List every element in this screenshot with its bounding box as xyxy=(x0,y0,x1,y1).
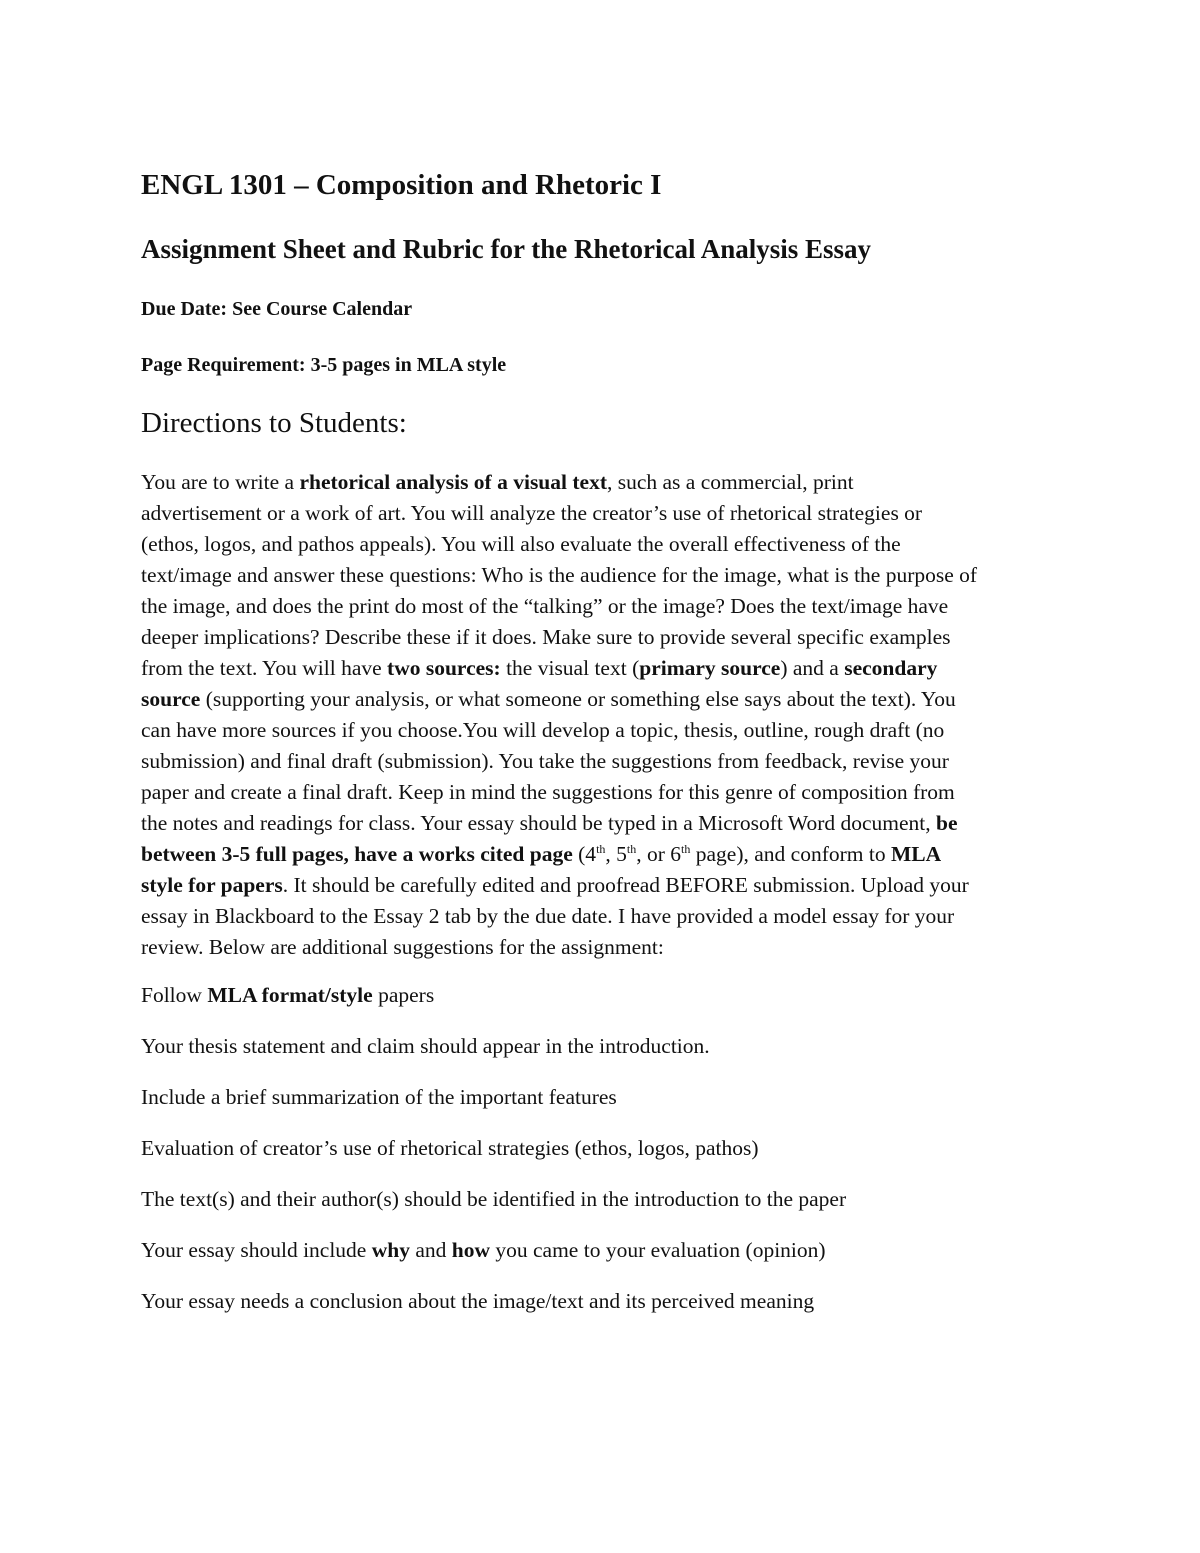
bold-text: be xyxy=(936,811,958,835)
text-run: page), and conform to xyxy=(690,842,891,866)
text-run: (supporting your analysis, or what someone or something else says about the text). You xyxy=(200,687,956,711)
text-run: papers xyxy=(372,983,435,1007)
directions-heading: Directions to Students: xyxy=(141,407,407,439)
text-run: . It should be carefully edited and proofread BEFORE submission. Upload your xyxy=(282,873,969,897)
paragraph-line xyxy=(141,901,977,932)
text-run: Your thesis statement and claim should appear in the introduction. xyxy=(141,1034,710,1058)
suggestion-item xyxy=(141,1187,846,1238)
bold-text: primary source xyxy=(639,656,781,680)
bold-text: MLA format/style xyxy=(207,983,373,1007)
paragraph-line xyxy=(141,529,977,560)
text-run: the image, and does the print do most of the “talking” or the image? Does the text/image have xyxy=(141,594,949,618)
assignment-title: Assignment Sheet and Rubric for the Rhetorical Analysis Essay xyxy=(141,234,872,264)
suggestions-list xyxy=(141,983,846,1340)
suggestion-item xyxy=(141,1085,846,1136)
page-requirement: Page Requirement: 3-5 pages in MLA style xyxy=(141,354,507,376)
paragraph-line xyxy=(141,746,977,777)
paragraph-line xyxy=(141,653,977,684)
suggestion-item xyxy=(141,1238,846,1289)
paragraph-line xyxy=(141,684,977,715)
text-run: Your essay needs a conclusion about the image/text and its perceived meaning xyxy=(141,1289,815,1313)
bold-text: source xyxy=(141,687,201,711)
course-title: ENGL 1301 – Composition and Rhetoric I xyxy=(141,169,662,201)
paragraph-line xyxy=(141,932,977,963)
paragraph-line xyxy=(141,808,977,839)
text-run: you came to your evaluation (opinion) xyxy=(490,1238,826,1262)
directions-paragraph xyxy=(141,467,977,963)
paragraph-line xyxy=(141,839,977,870)
text-run: You are to write a xyxy=(141,470,300,494)
text-run: The text(s) and their author(s) should be identified in the introduction to the paper xyxy=(141,1187,847,1211)
text-run: Include a brief summarization of the important features xyxy=(141,1085,617,1109)
text-run: deeper implications? Describe these if it does. Make sure to provide several specific examples xyxy=(141,625,951,649)
paragraph-line xyxy=(141,467,977,498)
text-run: (4 xyxy=(572,842,597,866)
bold-text: rhetorical analysis of a visual text xyxy=(299,470,607,494)
bold-text: MLA xyxy=(891,842,942,866)
text-run: paper and create a final draft. Keep in mind the suggestions for this genre of composition from xyxy=(141,780,955,804)
paragraph-line xyxy=(141,591,977,622)
text-run: the visual text ( xyxy=(500,656,640,680)
bold-text: two sources: xyxy=(387,656,501,680)
paragraph-line xyxy=(141,498,977,529)
text-run: , such as a commercial, print xyxy=(606,470,854,494)
paragraph-line xyxy=(141,870,977,901)
bold-text: why xyxy=(371,1238,410,1262)
text-run: from the text. You will have xyxy=(141,656,388,680)
paragraph-line xyxy=(141,560,977,591)
due-date: Due Date: See Course Calendar xyxy=(141,298,413,320)
text-run: ) and a xyxy=(780,656,845,680)
suggestion-item xyxy=(141,1034,846,1085)
superscript: th xyxy=(681,841,691,856)
text-run: , 5 xyxy=(605,842,627,866)
suggestion-item xyxy=(141,1136,846,1187)
text-run: essay in Blackboard to the Essay 2 tab by the due date. I have provided a model essay for your xyxy=(141,904,955,928)
text-run: , or 6 xyxy=(636,842,682,866)
text-run: text/image and answer these questions: Who is the audience for the image, what is the purpose of xyxy=(141,563,978,587)
paragraph-line xyxy=(141,777,977,808)
suggestion-item xyxy=(141,983,846,1034)
suggestion-item xyxy=(141,1289,846,1340)
bold-text: between 3-5 full pages, have a works cited page xyxy=(141,842,573,866)
paragraph-line xyxy=(141,622,977,653)
text-run: the notes and readings for class. Your essay should be typed in a Microsoft Word document, xyxy=(141,811,937,835)
bold-text: secondary xyxy=(844,656,938,680)
text-run: review. Below are additional suggestions for the assignment: xyxy=(141,935,664,959)
text-run: submission) and final draft (submission). You take the suggestions from feedback, revise your xyxy=(141,749,949,773)
text-run: advertisement or a work of art. You will analyze the creator’s use of rhetorical strategies or xyxy=(141,501,923,525)
text-run: and xyxy=(409,1238,452,1262)
superscript: th xyxy=(626,841,637,856)
paragraph-line xyxy=(141,715,977,746)
text-run: Evaluation of creator’s use of rhetorical strategies (ethos, logos, pathos) xyxy=(141,1136,759,1160)
text-run: (ethos, logos, and pathos appeals). You will also evaluate the overall effectiveness of the xyxy=(141,532,901,556)
superscript: th xyxy=(596,841,606,856)
bold-text: style for papers xyxy=(141,873,283,897)
bold-text: how xyxy=(451,1238,490,1262)
text-run: Your essay should include xyxy=(141,1238,372,1262)
text-run: can have more sources if you choose.You will develop a topic, thesis, outline, rough draft (no xyxy=(141,718,945,742)
text-run: Follow xyxy=(141,983,208,1007)
